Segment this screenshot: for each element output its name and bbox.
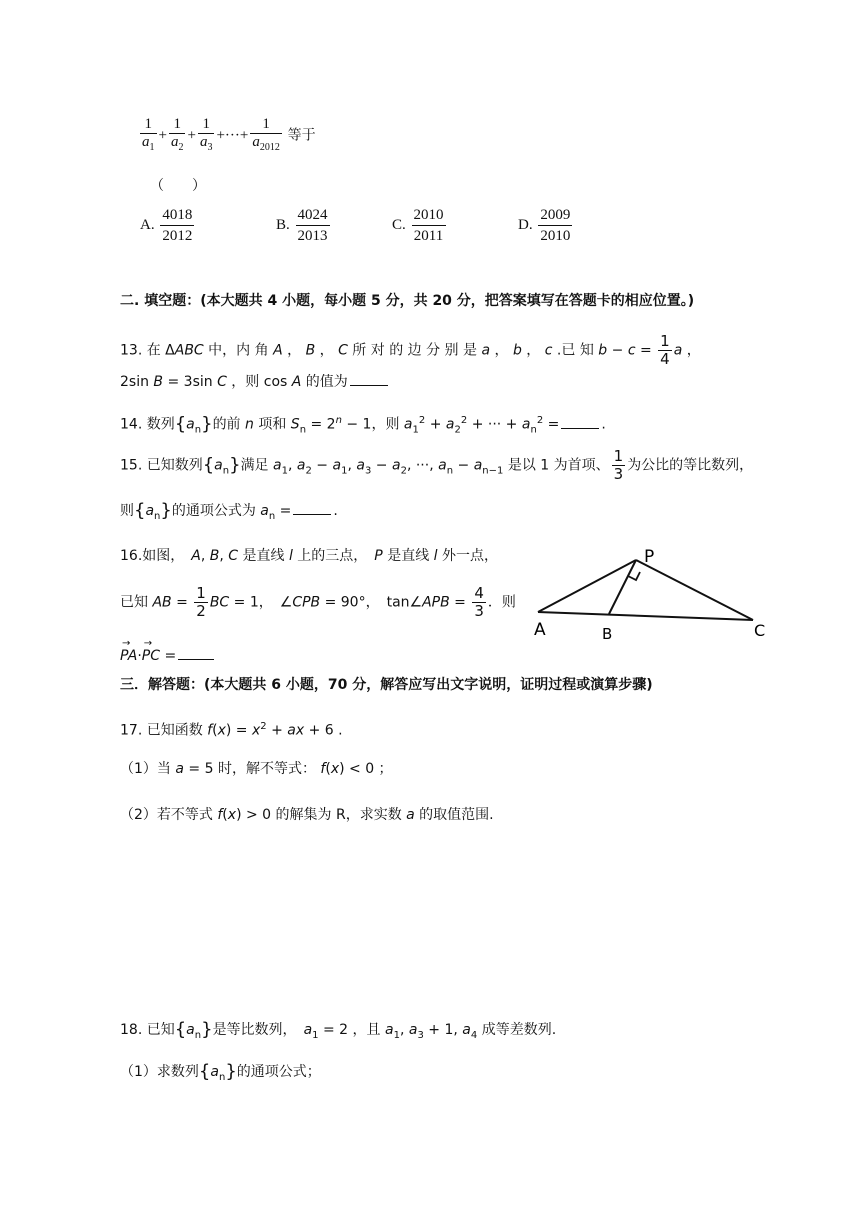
label-p: P (644, 547, 655, 567)
q16-line-3: → PA·→ PC = (120, 645, 216, 666)
label-b: B (602, 625, 613, 643)
fraction: $\frac{1}{a_{2012}}$ (252, 116, 280, 153)
q16-line-2: 已知 AB = $\frac{1}{2}$ BC = 1， ∠CPB = 90°， tan∠APB = $\frac{4}{3}$ ．则 (120, 584, 516, 620)
section-2-title: 二. 填空题：(本大题共 4 小题，每小题 5 分，共 20 分，把答案填写在答题卡的相应位置。) (120, 293, 695, 309)
fraction: $\frac{1}{a_3}$ (199, 116, 213, 153)
q18-part-1: （1）求数列$\{a_n\}$的通项公式； (120, 1061, 321, 1083)
q12-suffix: 等于 (287, 127, 316, 144)
q15-line-1: 15. 已知数列$\{a_n\}$满足 $a_1$, $a_2 - a_1$, $a_3 - a_2$, ···, $a_n - a_{n-1}$ 是以 1 为首项、 $\frac{1}{3}$ 为公比的等比数列， (120, 447, 754, 483)
answer-blank[interactable] (293, 500, 331, 515)
q17-line: 17. 已知函数 $f(x) = x^2$ + ax + 6 . (120, 721, 343, 739)
label-c: C (754, 621, 766, 640)
q12-paren: （ ） (150, 178, 206, 194)
fraction: $\frac{1}{a_1}$ (142, 116, 155, 153)
answer-blank[interactable] (178, 645, 214, 660)
q13-line-2: 2sin B = 3sin C ，则 cos A 的值为 (120, 371, 390, 392)
fraction: $\frac{1}{a_2}$ (170, 116, 184, 153)
option-d: D. $\frac{2009}{2010}$ (518, 207, 571, 244)
triangle-figure (528, 540, 788, 650)
label-a: A (534, 620, 546, 640)
answer-blank[interactable] (350, 371, 388, 386)
q14-line: 14. 数列$\{a_n\}$的前 n 项和 $S_n = 2^n - 1$，则 $a_1^2 + a_2^2$ + ··· + $a_n^2$ = . (120, 413, 606, 436)
option-a: A. $\frac{4018}{2012}$ (140, 207, 193, 244)
q17-part-2: （2）若不等式 f(x) > 0 的解集为 R，求实数 a 的取值范围. (120, 807, 494, 823)
option-c: C. $\frac{2010}{2011}$ (392, 207, 444, 244)
q15-line-2: 则$\{a_n\}$的通项公式为 $a_n$ = . (120, 500, 338, 522)
section-3-title: 三．解答题：(本大题共 6 小题，70 分，解答应写出文字说明，证明过程或演算步骤) (120, 677, 653, 693)
q13-line-1: 13. 在 ΔABC 中，内 角 A ， B ， C 所 对 的 边 分 别 是 a ， b ， c .已 知 b − c = $\frac{1}{4}$ a ， (120, 332, 701, 368)
q17-part-1: （1）当 a = 5 时，解不等式： f(x) < 0 ； (120, 761, 393, 777)
option-b: B. $\frac{4024}{2013}$ (276, 207, 328, 244)
q12-expression: $\frac{1}{a_1}$ + $\frac{1}{a_2}$ + $\frac{1}{a_3}$ +···+ $\frac{1}{a_{2012}}$ 等于 (138, 116, 316, 156)
answer-blank[interactable] (561, 414, 599, 429)
q16-line-1: 16.如图， A, B, C 是直线 l 上的三点， P 是直线 l 外一点， (120, 548, 498, 564)
q18-line: 18. 已知$\{a_n\}$是等比数列， $a_1 = 2$ ，且 $a_1$, $a_3 + 1$, $a_4$ 成等差数列. (120, 1019, 557, 1041)
